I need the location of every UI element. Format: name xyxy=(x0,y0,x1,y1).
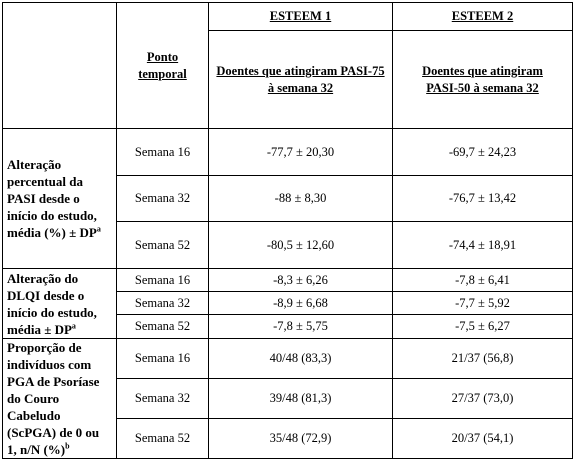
label-line: média (%) ± DP xyxy=(7,225,97,240)
esteem1-value: -7,8 ± 5,75 xyxy=(209,315,393,339)
esteem2-value: 21/37 (56,8) xyxy=(393,339,573,379)
timepoint-header-line1: Ponto xyxy=(146,49,179,64)
study1-subheader-line2: à semana 32 xyxy=(267,80,334,95)
timepoint-cell: Semana 52 xyxy=(117,315,209,339)
esteem2-value: -7,5 ± 6,27 xyxy=(393,315,573,339)
esteem1-value: 40/48 (83,3) xyxy=(209,339,393,379)
footnote-marker: a xyxy=(71,321,76,331)
timepoint-cell: Semana 32 xyxy=(117,292,209,315)
label-line: do Couro xyxy=(7,391,60,406)
esteem1-value: -8,3 ± 6,26 xyxy=(209,269,393,292)
row-label-dlqi xyxy=(3,269,117,339)
study2-subheader-line1: Doentes que atingiram xyxy=(422,63,543,78)
label-line: PGA de Psoríase xyxy=(7,374,100,389)
label-line: média ± DP xyxy=(7,321,72,337)
timepoint-cell: Semana 32 xyxy=(117,176,209,222)
esteem2-value: -69,7 ± 24,23 xyxy=(393,129,573,176)
esteem1-value: -77,7 ± 20,30 xyxy=(209,129,393,176)
footnote-marker: b xyxy=(65,441,70,451)
timepoint-cell: Semana 52 xyxy=(117,222,209,269)
timepoint-header xyxy=(117,3,209,129)
esteem2-value: -7,7 ± 5,92 xyxy=(393,292,573,315)
label-line: indivíduos com xyxy=(7,357,92,372)
study1-subheader xyxy=(209,31,393,129)
esteem1-value: 35/48 (72,9) xyxy=(209,419,393,459)
timepoint-cell: Semana 52 xyxy=(117,419,209,459)
timepoint-cell: Semana 16 xyxy=(117,269,209,292)
study1-subheader-line1: Doentes que atingiram PASI-75 xyxy=(216,63,385,78)
label-line: Alteração xyxy=(7,157,62,172)
label-line: (ScPGA) de 0 ou xyxy=(7,425,100,440)
timepoint-cell: Semana 16 xyxy=(117,129,209,176)
timepoint-header-line2: temporal xyxy=(138,66,187,81)
footnote-marker: a xyxy=(96,224,101,234)
esteem1-value: -8,9 ± 6,68 xyxy=(209,292,393,315)
esteem2-value: -76,7 ± 13,42 xyxy=(393,176,573,222)
esteem1-value: -80,5 ± 12,60 xyxy=(209,222,393,269)
esteem2-value: -74,4 ± 18,91 xyxy=(393,222,573,269)
esteem2-value: 20/37 (54,1) xyxy=(393,419,573,459)
timepoint-cell: Semana 16 xyxy=(117,339,209,379)
label-line: 1, n/N (%) xyxy=(7,442,66,457)
row-label-scpga xyxy=(3,339,117,459)
study2-subheader-line2: PASI-50 à semana 32 xyxy=(426,80,539,95)
label-line: Alteração do xyxy=(7,270,79,286)
label-line: Proporção de xyxy=(7,340,82,355)
esteem1-value: -88 ± 8,30 xyxy=(209,176,393,222)
row-label-pasi xyxy=(3,129,117,269)
esteem1-value: 39/48 (81,3) xyxy=(209,379,393,419)
label-line: início do estudo, xyxy=(7,304,97,320)
esteem2-value: 27/37 (73,0) xyxy=(393,379,573,419)
label-line: PASI desde o xyxy=(7,191,80,206)
label-line: DLQI desde o xyxy=(7,287,85,303)
study1-header: ESTEEM 1 xyxy=(209,3,393,31)
results-table xyxy=(2,2,573,459)
study2-subheader xyxy=(393,31,573,129)
label-line: início do estudo, xyxy=(7,208,97,223)
esteem2-value: -7,8 ± 6,41 xyxy=(393,269,573,292)
label-line: percentual da xyxy=(7,174,83,189)
study2-header: ESTEEM 2 xyxy=(393,3,573,31)
label-line: Cabeludo xyxy=(7,408,61,423)
timepoint-cell: Semana 32 xyxy=(117,379,209,419)
header-empty-cell xyxy=(3,3,117,129)
